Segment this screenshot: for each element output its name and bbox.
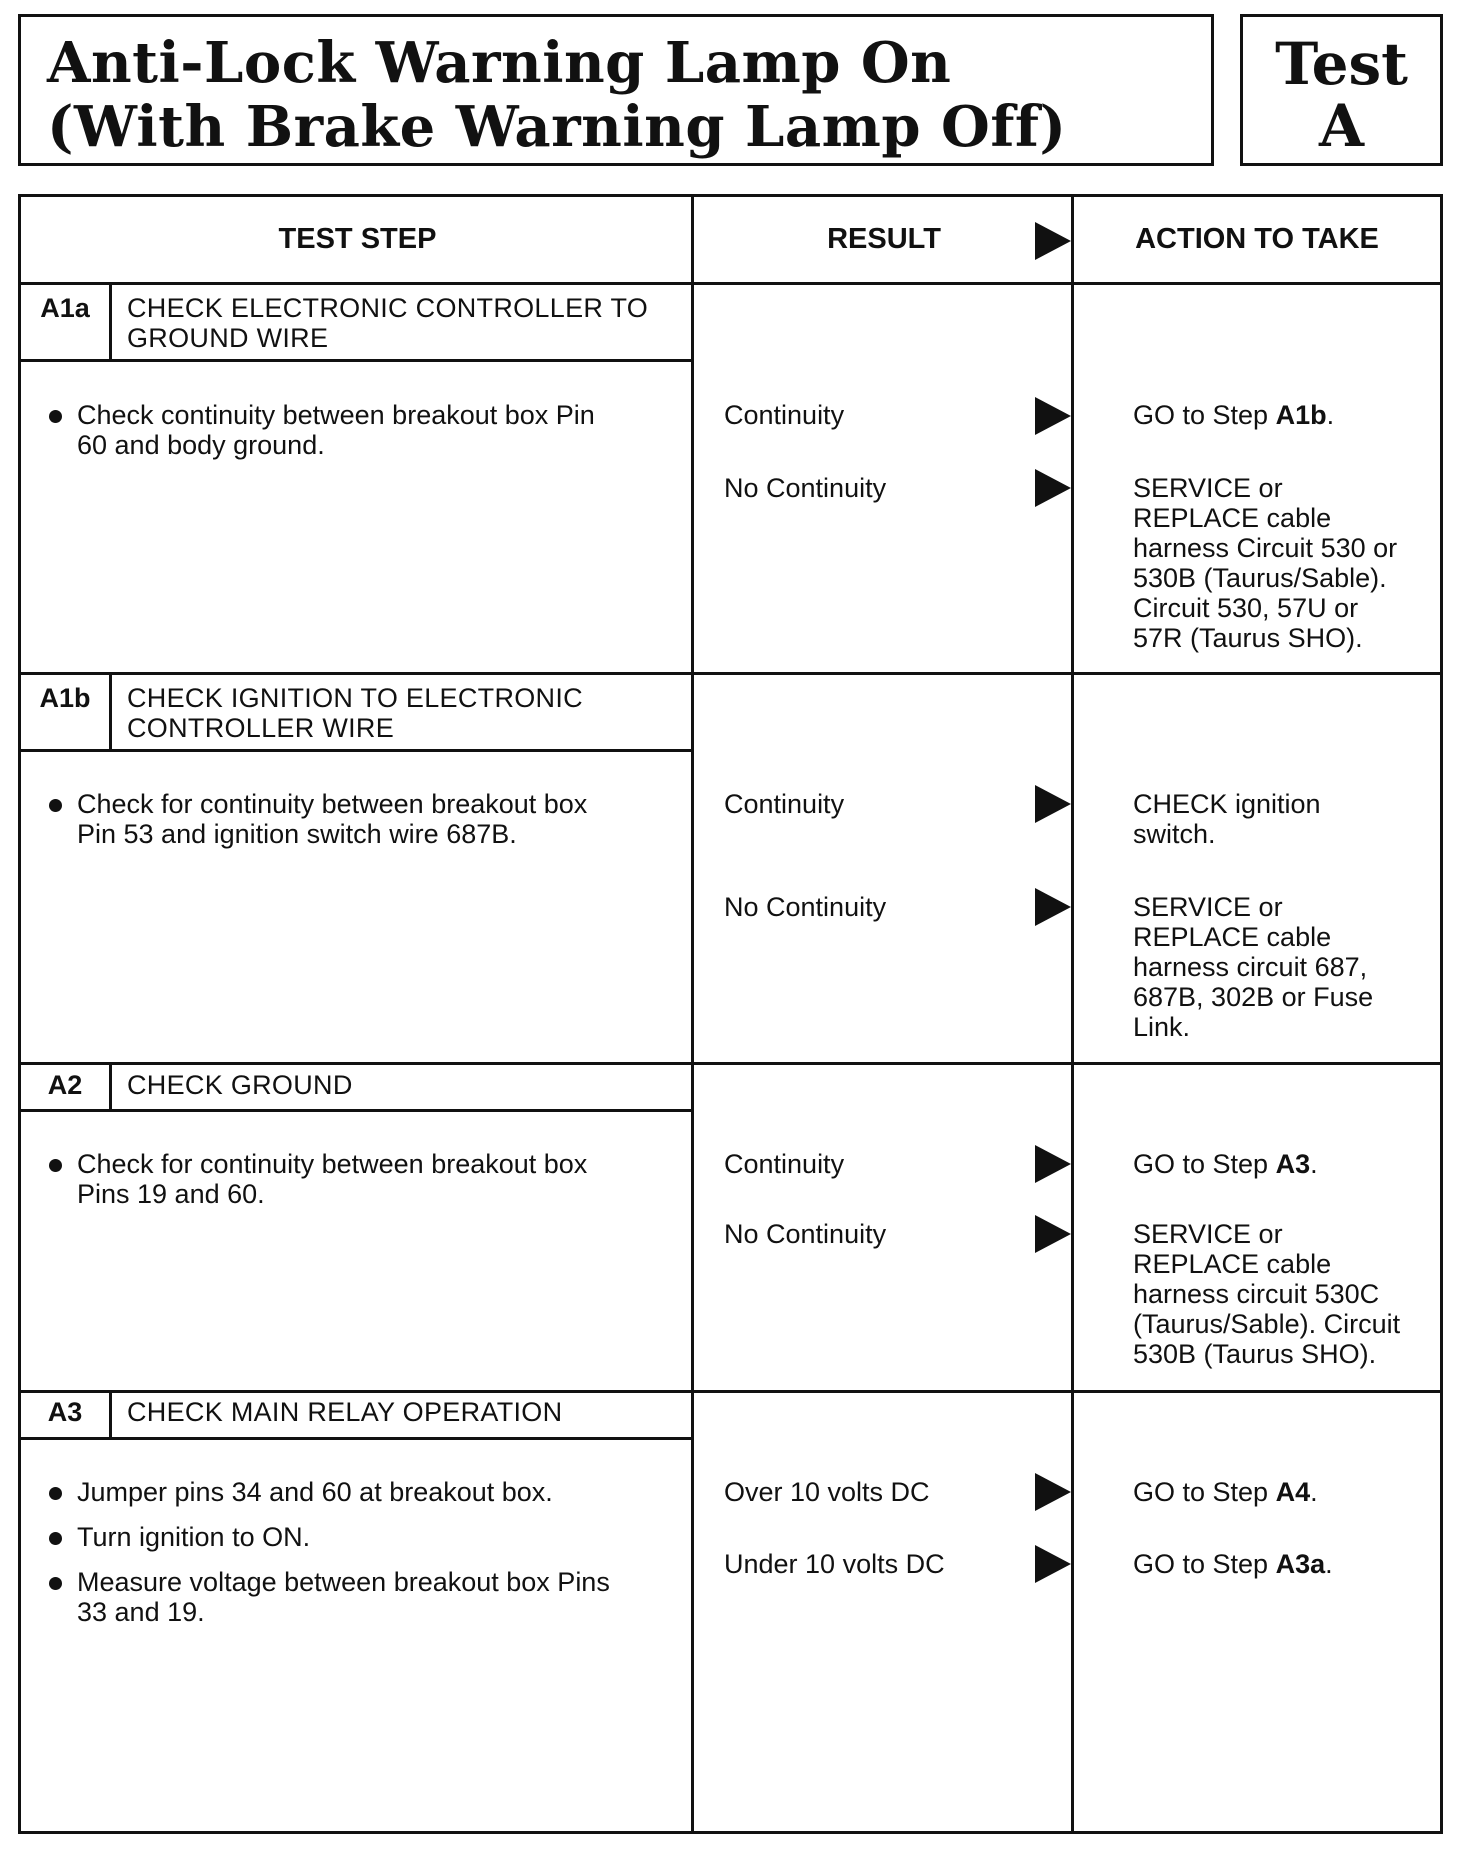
action-line: harness Circuit 530 or	[1133, 533, 1398, 563]
result-arrow-icon	[1035, 1145, 1071, 1183]
action-line: SERVICE or	[1133, 892, 1283, 922]
step-a1a-title-l1: CHECK ELECTRONIC CONTROLLER TO	[127, 293, 649, 323]
action-line: SERVICE or	[1133, 473, 1283, 503]
step-a2-id: A2	[47, 1070, 83, 1100]
bullet-line: 33 and 19.	[77, 1597, 205, 1627]
step-a2-title-underline	[21, 1109, 694, 1112]
bullet-line: Check for continuity between breakout box	[77, 789, 588, 819]
step-a3-id-divider	[109, 1390, 112, 1440]
step-a1a-title	[127, 293, 648, 353]
step-a1a-bullet-1	[47, 400, 595, 460]
step-a3-action-2	[1133, 1549, 1333, 1579]
step-a1b-title	[127, 683, 583, 743]
header-action: ACTION TO TAKE	[1074, 197, 1440, 285]
action-line: 57R (Taurus SHO).	[1133, 623, 1363, 653]
test-table	[18, 194, 1443, 1834]
action-line: 530B (Taurus/Sable).	[1133, 563, 1387, 593]
step-a1b-id: A1b	[39, 683, 91, 713]
step-a1b-id-divider	[109, 672, 112, 752]
action-text: .	[1325, 1549, 1333, 1579]
step-a3-bullet-3	[47, 1567, 610, 1627]
title-line-2: (With Brake Warning Lamp Off)	[47, 94, 1067, 160]
action-step-ref: A1b	[1275, 400, 1327, 430]
step-a3-title-underline	[21, 1437, 694, 1440]
action-text: GO to Step	[1133, 1477, 1276, 1507]
step-a2-title	[127, 1070, 353, 1100]
bullet-line: Pin 53 and ignition switch wire 687B.	[77, 819, 517, 849]
step-a1a-action-1	[1133, 400, 1334, 430]
step-a3-result-1: Over 10 volts DC	[724, 1477, 930, 1507]
step-a1b-action-2	[1133, 892, 1373, 1042]
step-a1b-result-2: No Continuity	[724, 892, 887, 922]
result-arrow-icon	[1035, 785, 1071, 823]
step-a2-result-1: Continuity	[724, 1149, 845, 1179]
action-line: harness circuit 530C	[1133, 1279, 1380, 1309]
header-test-step: TEST STEP	[21, 197, 694, 285]
header-arrow-icon	[1035, 222, 1071, 260]
result-arrow-icon	[1035, 397, 1071, 435]
step-a2-action-2	[1133, 1219, 1400, 1369]
step-a1b-result-1: Continuity	[724, 789, 845, 819]
step-a3-result-2: Under 10 volts DC	[724, 1549, 945, 1579]
step-a1a-result-1: Continuity	[724, 400, 845, 430]
test-letter: A	[1318, 92, 1364, 160]
action-text: .	[1310, 1149, 1318, 1179]
bullet-line: Check continuity between breakout box Pin	[77, 400, 595, 430]
action-line: Circuit 530, 57U or	[1133, 593, 1359, 623]
step-a1b-title-l2: CONTROLLER WIRE	[127, 713, 395, 743]
step-a1b-bullet-1	[47, 789, 587, 849]
step-a3-title-l1: CHECK MAIN RELAY OPERATION	[127, 1397, 563, 1427]
action-text: .	[1310, 1477, 1318, 1507]
action-text: GO to Step	[1133, 400, 1276, 430]
step-a1b-title-l1: CHECK IGNITION TO ELECTRONIC	[127, 683, 583, 713]
col-divider-1	[691, 197, 694, 1831]
result-arrow-icon	[1035, 1215, 1071, 1253]
step-a2-id-divider	[109, 1062, 112, 1112]
col-divider-2	[1071, 197, 1074, 1831]
action-line: Link.	[1133, 1012, 1191, 1042]
step-a3-id: A3	[47, 1397, 83, 1427]
action-line: CHECK ignition	[1133, 789, 1321, 819]
header-result: RESULT	[694, 197, 1074, 285]
result-arrow-icon	[1035, 469, 1071, 507]
row-divider-1	[21, 672, 1440, 675]
step-a1a-action-2	[1133, 473, 1397, 653]
action-line: (Taurus/Sable). Circuit	[1133, 1309, 1401, 1339]
action-line: 530B (Taurus SHO).	[1133, 1339, 1377, 1369]
step-a1b-action-1	[1133, 789, 1321, 849]
step-a3-title	[127, 1397, 562, 1427]
action-line: REPLACE cable	[1133, 922, 1332, 952]
action-line: SERVICE or	[1133, 1219, 1283, 1249]
action-text: GO to Step	[1133, 1149, 1276, 1179]
bullet-line: Pins 19 and 60.	[77, 1179, 265, 1209]
bullet-line: 60 and body ground.	[77, 430, 325, 460]
step-a2-title-l1: CHECK GROUND	[127, 1070, 353, 1100]
test-label: Test	[1275, 30, 1408, 98]
result-arrow-icon	[1035, 1473, 1071, 1511]
action-text: GO to Step	[1133, 1549, 1276, 1579]
step-a2-result-2: No Continuity	[724, 1219, 887, 1249]
action-step-ref: A3a	[1275, 1549, 1326, 1579]
row-divider-2	[21, 1062, 1440, 1065]
step-a1a-title-l2: GROUND WIRE	[127, 323, 329, 353]
action-text: .	[1326, 400, 1335, 430]
step-a1a-id: A1a	[40, 293, 90, 323]
bullet-line: Measure voltage between breakout box Pins	[77, 1567, 610, 1597]
bullet-line: Turn ignition to ON.	[77, 1522, 311, 1552]
test-id-box	[1240, 14, 1443, 166]
step-a3-action-1	[1133, 1477, 1318, 1507]
action-line: harness circuit 687,	[1133, 952, 1368, 982]
step-a3-bullet-1	[47, 1477, 553, 1507]
step-a1a-id-divider	[109, 282, 112, 362]
step-a1b-title-underline	[21, 749, 694, 752]
title-line-1: Anti-Lock Warning Lamp On	[47, 30, 952, 96]
action-line: switch.	[1133, 819, 1216, 849]
action-line: REPLACE cable	[1133, 1249, 1332, 1279]
bullet-line: Check for continuity between breakout box	[77, 1149, 588, 1179]
action-line: REPLACE cable	[1133, 503, 1332, 533]
step-a2-action-1	[1133, 1149, 1318, 1179]
page-title	[47, 31, 1067, 159]
row-divider-3	[21, 1390, 1440, 1393]
bullet-line: Jumper pins 34 and 60 at breakout box.	[77, 1477, 553, 1507]
step-a1a-title-underline	[21, 359, 694, 362]
step-a1a-result-2: No Continuity	[724, 473, 887, 503]
result-arrow-icon	[1035, 1545, 1071, 1583]
step-a2-bullet-1	[47, 1149, 587, 1209]
title-box	[18, 14, 1214, 166]
result-arrow-icon	[1035, 888, 1071, 926]
action-line: 687B, 302B or Fuse	[1133, 982, 1374, 1012]
action-step-ref: A3	[1275, 1149, 1311, 1179]
action-step-ref: A4	[1275, 1477, 1311, 1507]
step-a3-bullet-2	[47, 1522, 310, 1552]
